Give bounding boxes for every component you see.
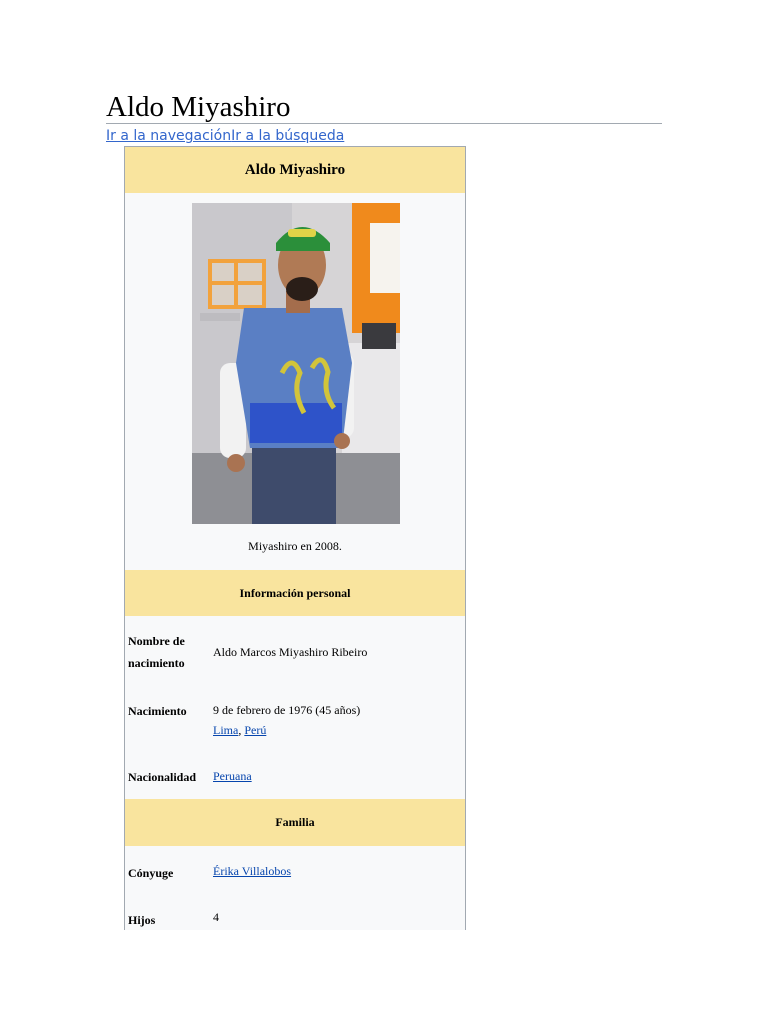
spouse-value — [213, 861, 291, 881]
infobox — [124, 146, 466, 930]
birth-country-link[interactable]: Perú — [244, 723, 267, 737]
children-value: 4 — [213, 910, 219, 924]
birth-place-separator: , — [238, 723, 245, 737]
photo-caption: Miyashiro en 2008. — [248, 539, 342, 553]
spouse-label: Cónyuge — [128, 866, 174, 880]
birth-city-link[interactable]: Lima — [213, 723, 239, 737]
nationality-label: Nacionalidad — [128, 770, 197, 784]
page-title: Aldo Miyashiro — [106, 91, 291, 123]
jump-to-navigation-link[interactable]: Ir a la navegación — [106, 128, 232, 144]
section-header-personal: Información personal — [125, 570, 465, 616]
title-divider — [106, 123, 662, 124]
jump-to-search-link[interactable]: Ir a la búsqueda — [231, 128, 345, 144]
portrait-photo — [192, 203, 400, 524]
jump-links — [106, 127, 344, 145]
birth-label: Nacimiento — [128, 704, 187, 718]
spouse-link[interactable]: Érika Villalobos — [213, 864, 292, 878]
birth-date: 9 de febrero de 1976 (45 años) — [213, 703, 361, 717]
children-label: Hijos — [128, 913, 156, 927]
nationality-link[interactable]: Peruana — [213, 769, 252, 783]
section-header-family: Familia — [125, 799, 465, 846]
birth-name-label: Nombre de nacimiento — [128, 634, 185, 670]
birth-place — [213, 720, 360, 740]
infobox-title: Aldo Miyashiro — [125, 147, 465, 193]
birth-value — [213, 700, 360, 740]
birth-name-value: Aldo Marcos Miyashiro Ribeiro — [213, 645, 368, 659]
nationality-value — [213, 766, 252, 786]
